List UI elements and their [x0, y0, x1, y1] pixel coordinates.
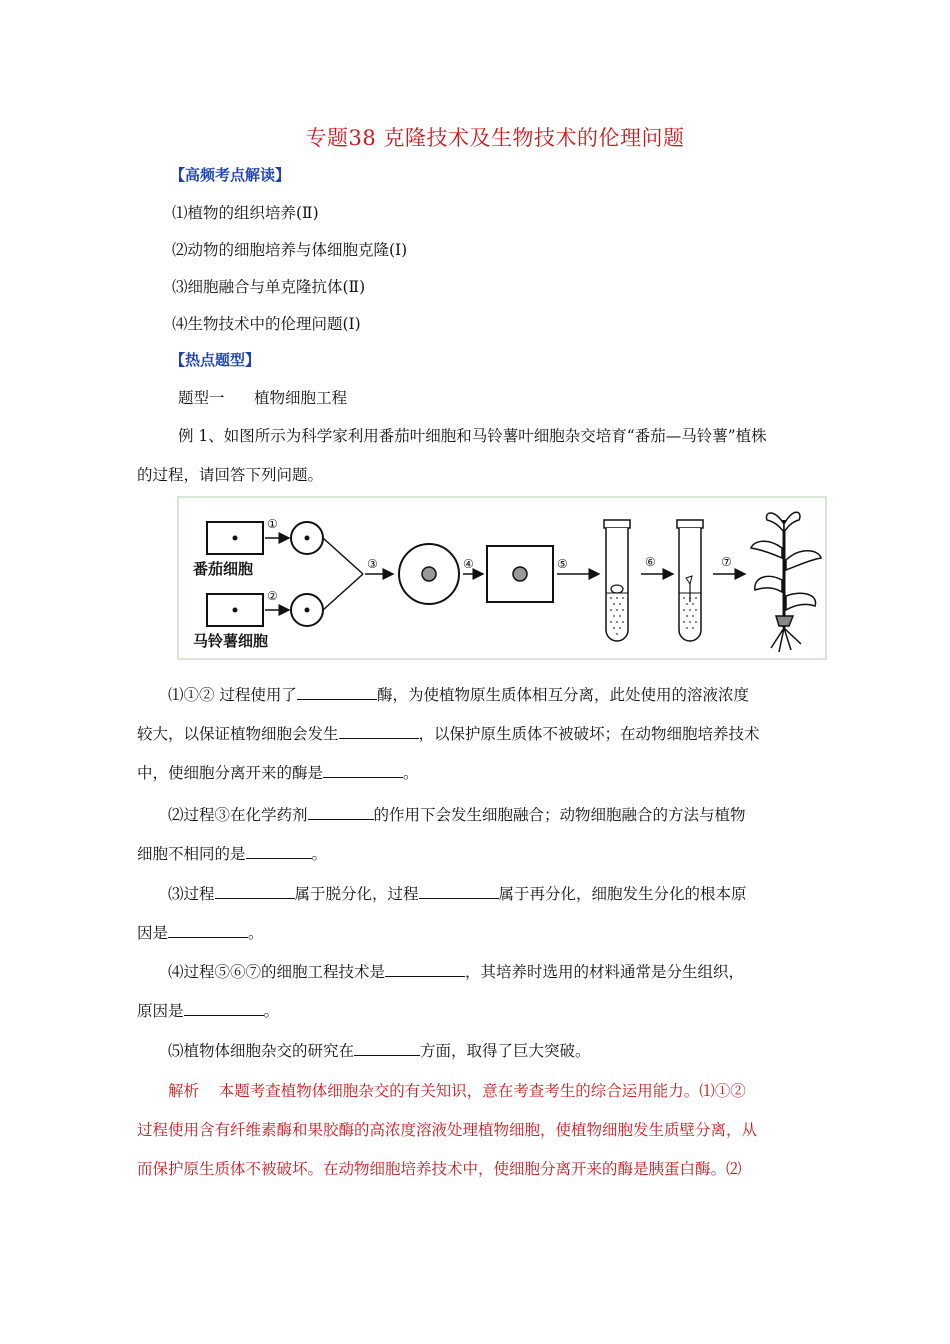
analysis-line-1: 解析 本题考查植物体细胞杂交的有关知识，意在考查考生的综合运用能力。⑴①②	[168, 1082, 746, 1100]
q1-blank-2[interactable]	[339, 723, 419, 739]
q3-blank-2[interactable]	[419, 883, 499, 899]
q1-text-a: ⑴①② 过程使用了	[168, 686, 297, 704]
potato-cell-label: 马铃薯细胞	[193, 632, 269, 650]
question-3	[137, 875, 812, 953]
q4-text-a: ⑷过程⑤⑥⑦的细胞工程技术是	[168, 963, 386, 981]
step-2-label: ②	[267, 589, 278, 603]
point-2: ⑵动物的细胞培养与体细胞克隆(Ⅰ)	[172, 241, 408, 259]
hot-types-header: 【热点题型】	[170, 351, 261, 369]
hot-points-header: 【高频考点解读】	[170, 166, 291, 184]
q1-text-c: 较大，以保证植物细胞会发生	[137, 725, 339, 743]
question-type-1: 题型一 植物细胞工程	[178, 389, 348, 407]
q1-text-e: 中，使细胞分离开来的酶是	[137, 764, 324, 782]
q4-blank-2[interactable]	[184, 1000, 264, 1016]
q2-text-c: 细胞不相同的是	[137, 845, 246, 863]
step-5-label: ⑤	[557, 557, 568, 571]
process-diagram-svg	[179, 498, 825, 658]
question-5	[137, 1032, 812, 1071]
q1-blank-3[interactable]	[323, 762, 403, 778]
q2-text-b: 的作用下会发生细胞融合；动物细胞融合的方法与植物	[373, 806, 746, 824]
step-6-label: ⑥	[645, 555, 656, 569]
q2-blank-1[interactable]	[308, 804, 374, 820]
point-1: ⑴植物的组织培养(Ⅱ)	[172, 204, 319, 222]
q4-blank-1[interactable]	[385, 961, 465, 977]
process-diagram	[177, 496, 827, 660]
test-tube-plantlet	[677, 520, 703, 641]
q5-blank-1[interactable]	[354, 1040, 420, 1056]
analysis-line-3: 而保护原生质体不被破坏。在动物细胞培养技术中，使细胞分离开来的酶是胰蛋白酶。⑵	[137, 1160, 742, 1178]
q3-text-c: 属于再分化，细胞发生分化的根本原	[498, 885, 747, 903]
q1-text-d: ，以保护原生质体不被破坏；在动物细胞培养技术	[418, 725, 760, 743]
q1-text-b: 酶，为使植物原生质体相互分离，此处使用的溶液浓度	[376, 686, 749, 704]
q3-blank-1[interactable]	[215, 883, 295, 899]
test-tube-callus	[604, 520, 630, 641]
step-1-label: ①	[267, 517, 278, 531]
step-7-label: ⑦	[721, 555, 732, 569]
q2-text-d: 。	[311, 845, 328, 863]
step-3-label: ③	[367, 557, 378, 571]
q2-blank-2[interactable]	[246, 843, 312, 859]
point-3: ⑶细胞融合与单克隆抗体(Ⅱ)	[172, 278, 366, 296]
q3-text-e: 。	[248, 924, 264, 942]
question-4	[137, 953, 812, 1031]
tomato-cell-label: 番茄细胞	[193, 560, 254, 578]
q3-text-b: 属于脱分化，过程	[294, 885, 419, 903]
q5-text-a: ⑸植物体细胞杂交的研究在	[168, 1042, 355, 1060]
q3-text-d: 因是	[137, 924, 169, 942]
question-1	[137, 676, 812, 793]
example-line-2: 的过程，请回答下列问题。	[137, 466, 324, 484]
q2-text-a: ⑵过程③在化学药剂	[168, 806, 308, 824]
analysis	[137, 1072, 812, 1189]
page-title: 专题38 克隆技术及生物技术的伦理问题	[305, 126, 685, 150]
q3-blank-3[interactable]	[168, 922, 248, 938]
q1-text-f: 。	[403, 764, 419, 782]
q4-text-b: ，其培养时选用的材料通常是分生组织，	[465, 963, 745, 981]
regenerated-plant-shape	[751, 512, 821, 652]
q5-text-b: 方面，取得了巨大突破。	[420, 1042, 591, 1060]
q4-text-c: 原因是	[137, 1002, 184, 1020]
q3-text-a: ⑶过程	[168, 885, 215, 903]
point-4: ⑷生物技术中的伦理问题(Ⅰ)	[172, 315, 361, 333]
question-2	[137, 796, 812, 874]
q4-text-d: 。	[263, 1002, 280, 1020]
example-line-1: 例 1、如图所示为科学家利用番茄叶细胞和马铃薯叶细胞杂交培育“番茄—马铃薯”植株	[178, 427, 767, 445]
analysis-line-2: 过程使用含有纤维素酶和果胶酶的高浓度溶液处理植物细胞，使植物细胞发生质壁分离，从	[137, 1121, 758, 1139]
q1-blank-1[interactable]	[297, 684, 377, 700]
step-4-label: ④	[463, 557, 474, 571]
